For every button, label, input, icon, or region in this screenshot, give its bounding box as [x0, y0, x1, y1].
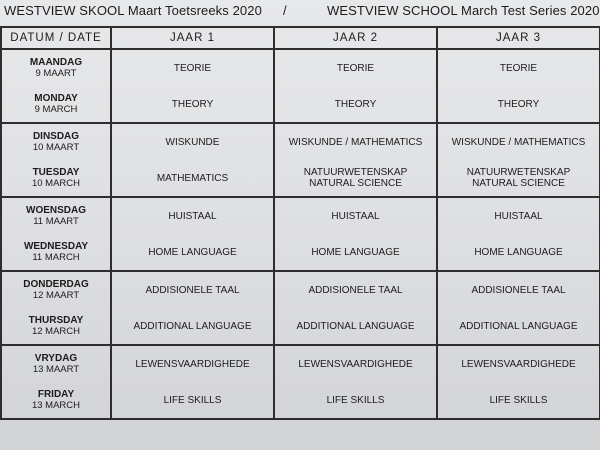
- date-value: 11 MARCH: [32, 252, 80, 263]
- document-header: [0, 0, 600, 24]
- date-value: 9 MARCH: [34, 104, 78, 115]
- date-cell-afrikaans: [1, 345, 111, 382]
- subject-year-3: HOME LANGUAGE: [437, 234, 600, 271]
- column-header-year-1: JAAR 1: [111, 27, 274, 49]
- day-name: VRYDAG: [34, 353, 78, 364]
- subject-year-2: HOME LANGUAGE: [274, 234, 437, 271]
- subject-year-3: NATUURWETENSKAP NATURAL SCIENCE: [437, 160, 600, 197]
- subject-year-2: LIFE SKILLS: [274, 382, 437, 419]
- subject-year-1: LEWENSVAARDIGHEDE: [111, 345, 274, 382]
- table-row-afrikaans: [1, 197, 600, 234]
- subject-year-1: ADDITIONAL LANGUAGE: [111, 308, 274, 345]
- date-cell-afrikaans: [1, 271, 111, 308]
- column-header-year-2: JAAR 2: [274, 27, 437, 49]
- date-cell-afrikaans: [1, 49, 111, 86]
- day-name: WOENSDAG: [26, 205, 86, 216]
- table-row-afrikaans: [1, 345, 600, 382]
- date-cell-english: [1, 308, 111, 345]
- date-cell-english: [1, 382, 111, 419]
- day-name: DINSDAG: [32, 131, 80, 142]
- afrikaans-title: WESTVIEW SKOOL Maart Toetsreeks 2020: [4, 3, 262, 18]
- date-cell-afrikaans: [1, 197, 111, 234]
- date-value: 11 MAART: [33, 216, 79, 227]
- subject-year-2: WISKUNDE / MATHEMATICS: [274, 123, 437, 160]
- date-cell-english: [1, 86, 111, 123]
- date-cell-english: [1, 234, 111, 271]
- table-row-english: [1, 160, 600, 197]
- table-row-afrikaans: [1, 271, 600, 308]
- date-value: 10 MAART: [32, 142, 80, 153]
- table-row-english: [1, 308, 600, 345]
- subject-year-1: MATHEMATICS: [111, 160, 274, 197]
- subject-year-1: TEORIE: [111, 49, 274, 86]
- english-title: WESTVIEW SCHOOL March Test Series 2020: [327, 3, 600, 18]
- day-name: TUESDAY: [32, 167, 80, 178]
- subject-year-2: ADDITIONAL LANGUAGE: [274, 308, 437, 345]
- subject-year-1: HUISTAAL: [111, 197, 274, 234]
- day-name: WEDNESDAY: [23, 241, 89, 252]
- subject-year-1: ADDISIONELE TAAL: [111, 271, 274, 308]
- date-value: 12 MAART: [32, 290, 80, 301]
- title-separator: /: [283, 3, 287, 18]
- subject-year-3: ADDITIONAL LANGUAGE: [437, 308, 600, 345]
- subject-year-2: ADDISIONELE TAAL: [274, 271, 437, 308]
- date-value: 13 MAART: [32, 364, 80, 375]
- day-name: MONDAY: [34, 93, 78, 104]
- subject-year-3: HUISTAAL: [437, 197, 600, 234]
- table-row-english: [1, 382, 600, 419]
- date-cell-english: [1, 160, 111, 197]
- date-cell-afrikaans: [1, 123, 111, 160]
- table-row-english: [1, 86, 600, 123]
- subject-year-1: LIFE SKILLS: [111, 382, 274, 419]
- day-name: DONDERDAG: [23, 279, 89, 290]
- subject-year-1: THEORY: [111, 86, 274, 123]
- day-name: MAANDAG: [29, 57, 83, 68]
- table-header-row: [1, 27, 600, 49]
- table-row-afrikaans: [1, 123, 600, 160]
- subject-year-3: TEORIE: [437, 49, 600, 86]
- date-value: 12 MARCH: [31, 326, 81, 337]
- day-name: FRIDAY: [37, 389, 75, 400]
- date-value: 10 MARCH: [31, 178, 81, 189]
- column-header-date: DATUM / DATE: [1, 27, 111, 49]
- column-header-year-3: JAAR 3: [437, 27, 600, 49]
- subject-year-3: ADDISIONELE TAAL: [437, 271, 600, 308]
- timetable: [0, 26, 600, 420]
- table-row-english: [1, 234, 600, 271]
- subject-year-3: THEORY: [437, 86, 600, 123]
- subject-year-1: WISKUNDE: [111, 123, 274, 160]
- subject-year-3: LIFE SKILLS: [437, 382, 600, 419]
- subject-year-1: HOME LANGUAGE: [111, 234, 274, 271]
- subject-year-3: LEWENSVAARDIGHEDE: [437, 345, 600, 382]
- subject-year-2: NATUURWETENSKAP NATURAL SCIENCE: [274, 160, 437, 197]
- day-name: THURSDAY: [28, 315, 84, 326]
- subject-year-2: LEWENSVAARDIGHEDE: [274, 345, 437, 382]
- subject-year-2: THEORY: [274, 86, 437, 123]
- subject-year-2: TEORIE: [274, 49, 437, 86]
- table-row-afrikaans: [1, 49, 600, 86]
- date-value: 9 MAART: [35, 68, 77, 79]
- date-value: 13 MARCH: [31, 400, 81, 411]
- subject-year-2: HUISTAAL: [274, 197, 437, 234]
- subject-year-3: WISKUNDE / MATHEMATICS: [437, 123, 600, 160]
